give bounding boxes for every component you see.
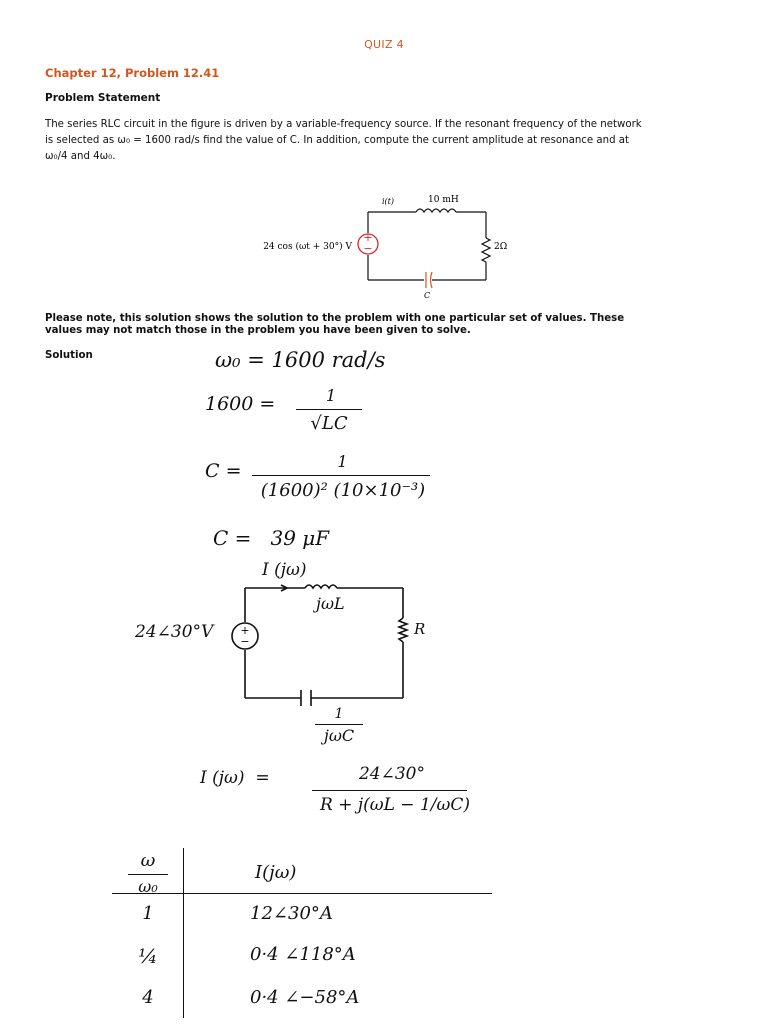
capacitor-label: C (424, 291, 431, 300)
phasor-resistor-symbol (399, 618, 407, 642)
svg-text:−: − (363, 242, 373, 255)
current-label: i(t) (382, 197, 395, 206)
statement-line-2: is selected as ω₀ = 1600 rad/s find the value of C. In addition, compute the current amplitude at resonance and at (45, 135, 630, 146)
inductor-symbol (416, 209, 456, 212)
eq5-denominator: R + j(ωL − 1/ωC) (319, 795, 470, 815)
problem-statement (45, 117, 735, 165)
note-line-1: Please note, this solution shows the solution to the problem with one particular set of values. These (45, 313, 625, 324)
table-row-1-ratio: 1 (142, 903, 154, 924)
eq-capacitance-result: C = 39 μF (213, 526, 330, 550)
eq3-lhs: C = (205, 460, 242, 482)
eq-resonant-frequency: ω₀ = 1600 rad/s (215, 348, 386, 372)
table-row-2-current: 0·4 ∠118°A (250, 944, 356, 965)
phasor-inductor-symbol (305, 585, 337, 588)
table-column-rule (183, 848, 184, 1018)
resistor-symbol (482, 238, 490, 262)
resistor-label: 2Ω (494, 242, 508, 252)
phasor-capacitor-bar (315, 724, 363, 725)
table-row-1-current: 12∠30°A (250, 903, 333, 924)
eq5-lhs: I (jω) = (200, 768, 270, 788)
table-col1-bar (128, 874, 168, 875)
phasor-current-label: I (jω) (262, 560, 307, 580)
eq3-numerator: 1 (337, 452, 348, 471)
eq5-fraction-bar (312, 790, 467, 791)
statement-line-3: ω₀/4 and 4ω₀. (45, 151, 116, 162)
table-row-3-current: 0·4 ∠−58°A (250, 987, 360, 1008)
eq2-fraction-bar (296, 409, 362, 410)
table-row-3-ratio: 4 (142, 987, 154, 1008)
table-row-2-ratio: ¼ (138, 944, 158, 968)
table-col1-numerator: ω (140, 850, 156, 871)
problem-statement-heading: Problem Statement (45, 92, 161, 104)
note-line-2: values may not match those in the problem you have been given to solve. (45, 325, 471, 336)
solution-heading: Solution (45, 350, 93, 361)
values-note (45, 313, 735, 337)
eq2-numerator: 1 (325, 386, 337, 405)
circuit-figure (250, 188, 510, 300)
svg-text:+: + (363, 231, 373, 244)
phasor-source-label: 24∠30°V (135, 622, 214, 642)
phasor-capacitor-denominator: jωC (323, 726, 355, 745)
phasor-capacitor-numerator: 1 (334, 706, 344, 722)
quiz-title: QUIZ 4 (364, 38, 404, 51)
svg-text:−: − (240, 635, 250, 648)
table-header-rule (112, 893, 492, 894)
svg-text:+: + (240, 624, 250, 637)
phasor-resistor-label: R (414, 620, 426, 638)
eq5-numerator: 24∠30° (358, 764, 425, 784)
eq2-lhs: 1600 = (205, 393, 276, 415)
inductor-label: 10 mH (428, 195, 459, 205)
eq3-fraction-bar (252, 475, 430, 476)
table-col2-header: I(jω) (255, 862, 297, 883)
capacitor-symbol (426, 272, 432, 288)
source-label: 24 cos (ωt + 30°) V (263, 242, 352, 252)
table-col1-denominator: ω₀ (138, 877, 158, 896)
eq3-denominator: (1600)² (10×10⁻³) (260, 480, 426, 501)
phasor-inductor-label: jωL (316, 594, 345, 613)
eq2-denominator: √LC (310, 413, 348, 434)
chapter-title: Chapter 12, Problem 12.41 (45, 66, 220, 80)
statement-line-1: The series RLC circuit in the figure is driven by a variable-frequency source. If the resonant frequency of the network (45, 119, 642, 130)
